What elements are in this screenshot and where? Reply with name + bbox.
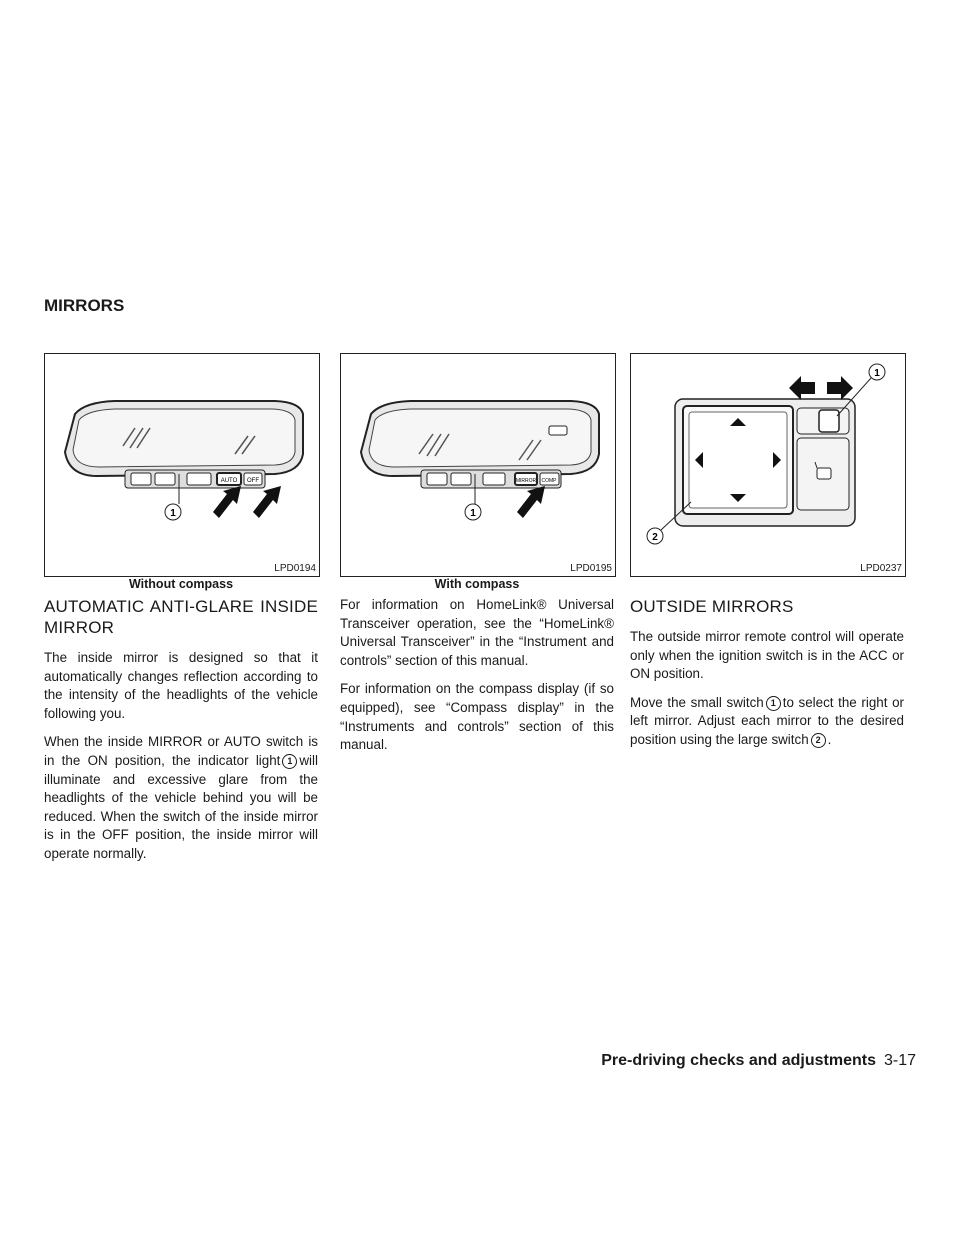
figure-code: LPD0195 bbox=[570, 563, 612, 574]
figure-mirror-without-compass bbox=[44, 353, 320, 577]
off-button-label: OFF bbox=[247, 478, 259, 484]
mirror-button-label: MIRROR bbox=[515, 478, 537, 484]
column-1 bbox=[44, 596, 318, 874]
callout-2: 2 bbox=[652, 532, 658, 543]
paragraph: The outside mirror remote control will operate only when the ignition switch is in the ACC or ON position. bbox=[630, 629, 904, 682]
figure-code: LPD0194 bbox=[274, 563, 316, 574]
callout-ref-2: 2 bbox=[811, 733, 826, 748]
heading-anti-glare-mirror: AUTOMATIC ANTI-GLARE INSIDE MIRROR bbox=[44, 597, 318, 637]
figure-code: LPD0237 bbox=[860, 563, 902, 574]
callout-1: 1 bbox=[470, 508, 476, 519]
column-3 bbox=[630, 596, 904, 760]
paragraph bbox=[630, 694, 904, 750]
paragraph bbox=[44, 733, 318, 863]
figure-mirror-with-compass bbox=[340, 353, 616, 577]
figure-outside-mirror-switch bbox=[630, 353, 906, 577]
text-span: to select the right or left mirror. Adjust each mirror to the desired position using the large switch bbox=[630, 694, 904, 747]
comp-button-label: COMP bbox=[541, 478, 557, 484]
footer-section-name: Pre-driving checks and adjustments bbox=[601, 1052, 876, 1069]
outside-mirror-switch-illustration bbox=[631, 354, 905, 576]
paragraph: The inside mirror is designed so that it automatically changes reflection according to the intensity of the headlights of the vehicle following you. bbox=[44, 650, 318, 721]
paragraph-homelink: For information on HomeLink® Universal Transceiver operation, see the “HomeLink® Universal Transceiver” in the “Instrument and controls” section of this manual. bbox=[340, 597, 614, 668]
section-title: MIRRORS bbox=[44, 296, 125, 315]
mirror-illustration-no-compass bbox=[45, 354, 319, 576]
page-number: 3-17 bbox=[883, 1052, 916, 1069]
callout-1: 1 bbox=[170, 508, 176, 519]
callout-1: 1 bbox=[874, 368, 880, 379]
heading-outside-mirrors: OUTSIDE MIRRORS bbox=[630, 597, 794, 616]
figure-caption: Without compass bbox=[128, 577, 234, 591]
paragraph-compass: For information on the compass display (if so equipped), see “Compass display” in the “Instruments and controls” section of this manual. bbox=[340, 681, 614, 753]
text-span: . bbox=[827, 731, 832, 747]
text-span: Move the small switch bbox=[630, 694, 764, 710]
column-2 bbox=[340, 596, 614, 765]
text-span: When the inside MIRROR or AUTO switch is in the ON position, the indicator light bbox=[44, 734, 318, 768]
mirror-illustration-compass bbox=[341, 354, 615, 576]
text-span: will illuminate and excessive glare from the headlights of the vehicle behind you will be reduced. When the switch of the inside mirror is in the OFF position, the inside mirror will operate normally. bbox=[44, 752, 318, 861]
callout-ref-1: 1 bbox=[766, 696, 781, 711]
figure-caption: With compass bbox=[434, 577, 520, 591]
page-footer bbox=[601, 1052, 916, 1070]
callout-ref-1: 1 bbox=[282, 754, 297, 769]
auto-button-label: AUTO bbox=[220, 478, 238, 484]
